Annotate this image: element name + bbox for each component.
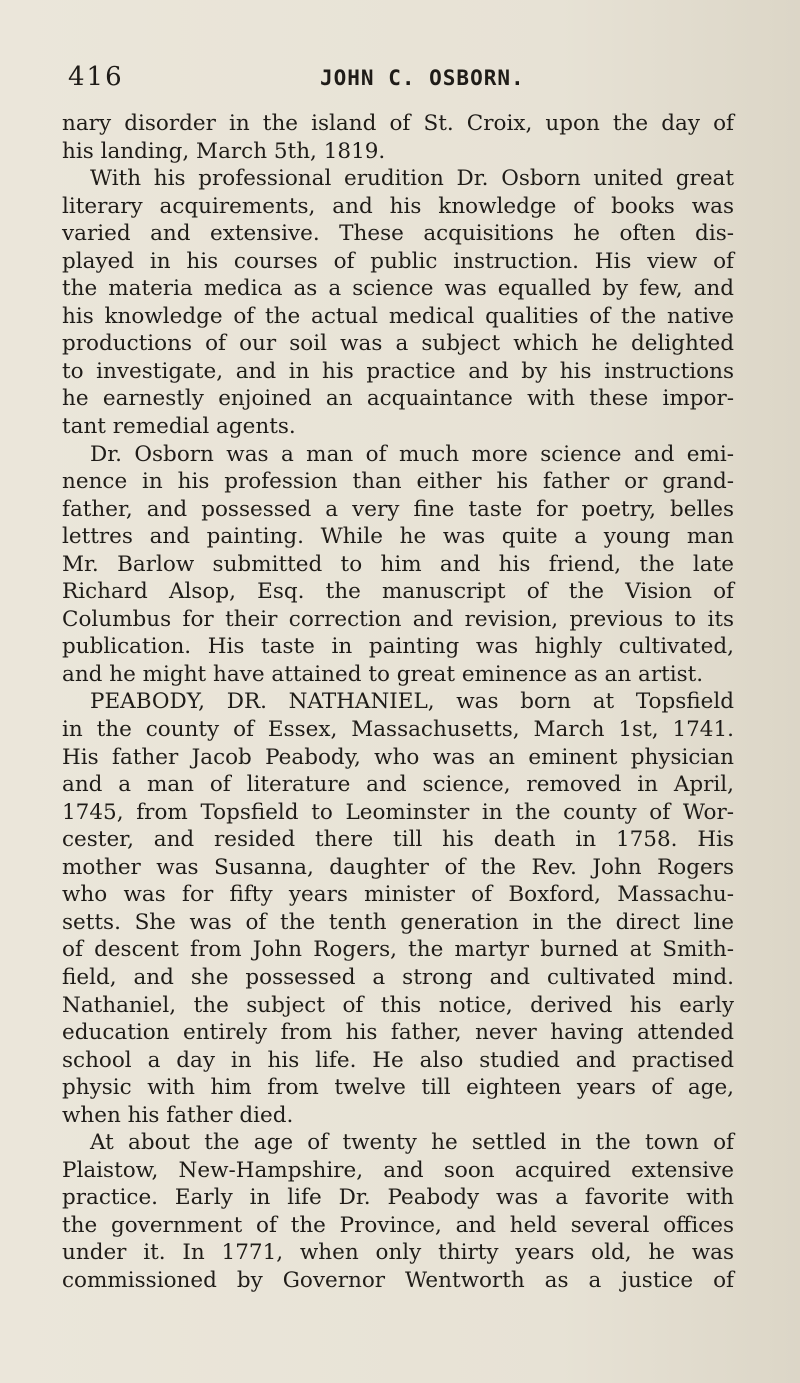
text-line: Richard Alsop, Esq. the manuscript of the Vision of — [62, 579, 734, 605]
text-line: physic with him from twelve till eighteen years of age, — [62, 1075, 734, 1101]
text-line: varied and extensive. These acquisitions he often dis- — [62, 221, 734, 247]
text-line: publication. His taste in painting was highly cultivated, — [62, 634, 734, 660]
text-line: of descent from John Rogers, the martyr burned at Smith- — [62, 937, 734, 963]
body-text — [62, 110, 734, 1295]
text-line: literary acquirements, and his knowledge of books was — [62, 193, 734, 219]
text-line: cester, and resided there till his death in 1758. His — [62, 827, 734, 853]
text-line: field, and she possessed a strong and cultivated mind. — [62, 964, 734, 990]
text-line: PEABODY, DR. NATHANIEL, was born at Topsfield — [90, 689, 734, 715]
text-line: His father Jacob Peabody, who was an eminent physician — [62, 744, 734, 770]
text-line: Columbus for their correction and revision, previous to its — [62, 606, 734, 632]
text-line: lettres and painting. While he was quite a young man — [62, 524, 734, 550]
text-line: the materia medica as a science was equalled by few, and — [62, 276, 734, 302]
text-line: under it. In 1771, when only thirty years old, he was — [62, 1240, 734, 1266]
text-line: practice. Early in life Dr. Peabody was a favorite with — [62, 1185, 734, 1211]
text-line: 1745, from Topsfield to Leominster in the county of Wor- — [62, 799, 734, 825]
page-number: 416 — [68, 62, 124, 92]
text-line: nence in his profession than either his father or grand- — [62, 469, 734, 495]
text-line: played in his courses of public instruction. His view of — [62, 248, 734, 274]
text-line: and a man of literature and science, removed in April, — [62, 772, 734, 798]
text-line: tant remedial agents. — [62, 414, 296, 440]
text-line: setts. She was of the tenth generation in the direct line — [62, 909, 734, 935]
running-head: JOHN C. OSBORN. — [320, 66, 525, 90]
text-line: Dr. Osborn was a man of much more science and emi- — [90, 441, 734, 467]
text-line: when his father died. — [62, 1102, 294, 1128]
text-line: his knowledge of the actual medical qualities of the native — [62, 303, 734, 329]
text-line: his landing, March 5th, 1819. — [62, 138, 386, 164]
text-line: education entirely from his father, never having attended — [62, 1020, 734, 1046]
text-line: Plaistow, New-Hampshire, and soon acquired extensive — [62, 1157, 734, 1183]
text-line: With his professional erudition Dr. Osborn united great — [90, 166, 734, 192]
text-line: and he might have attained to great eminence as an artist. — [62, 661, 704, 687]
text-line: school a day in his life. He also studied and practised — [62, 1047, 734, 1073]
page-header — [68, 62, 728, 102]
text-line: who was for fifty years minister of Boxford, Massachu- — [62, 882, 734, 908]
text-line: in the county of Essex, Massachusetts, March 1st, 1741. — [62, 717, 734, 743]
text-line: he earnestly enjoined an acquaintance with these impor- — [62, 386, 734, 412]
text-line: the government of the Province, and held several offices — [62, 1212, 734, 1238]
text-line: commissioned by Governor Wentworth as a justice of — [62, 1267, 734, 1293]
text-line: mother was Susanna, daughter of the Rev. John Rogers — [62, 854, 734, 880]
text-line: productions of our soil was a subject which he delighted — [62, 331, 734, 357]
text-line: father, and possessed a very fine taste for poetry, belles — [62, 496, 734, 522]
text-line: nary disorder in the island of St. Croix, upon the day of — [62, 111, 734, 136]
text-line: Nathaniel, the subject of this notice, derived his early — [62, 992, 734, 1018]
text-line: Mr. Barlow submitted to him and his friend, the late — [62, 551, 734, 577]
text-line: to investigate, and in his practice and by his instructions — [62, 358, 734, 384]
text-line: At about the age of twenty he settled in the town of — [90, 1130, 734, 1156]
